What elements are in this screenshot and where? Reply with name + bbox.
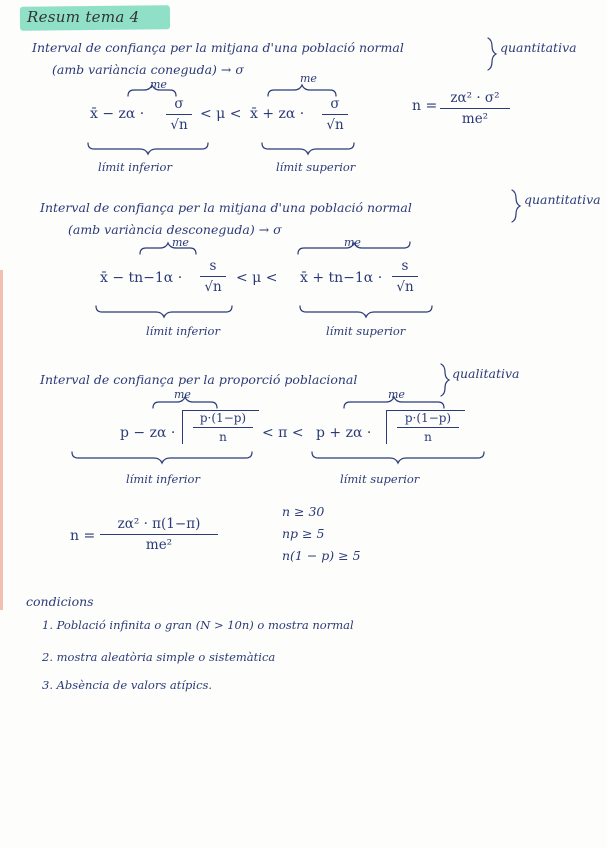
section2-me-right: me — [344, 236, 361, 249]
frac-bar — [193, 427, 253, 428]
section2-upper-frac — [392, 258, 418, 295]
section3-upper-sqrt — [386, 410, 465, 444]
frac-bar — [200, 276, 226, 277]
section1-upper-expr: x̄ + zα · — [250, 106, 305, 122]
section2-upper-expr: x̄ + tn−1α · — [300, 270, 383, 286]
section3-heading: Interval de confiança per la proporció poblacional — [40, 372, 358, 387]
section1-n-frac — [440, 90, 510, 127]
conditions-heading: condicions — [26, 594, 94, 609]
frac-bar — [392, 276, 418, 277]
section2-label-upper: límit superior — [326, 324, 406, 338]
conditions-item-1: 1. Població infinita o gran (N > 10n) o mostra normal — [42, 618, 354, 632]
section3-condition-3: n(1 − p) ≥ 5 — [282, 548, 361, 563]
section3-type: qualitativa — [452, 366, 520, 381]
sqrt-numerator: p·(1−p) — [199, 411, 247, 425]
section3-condition-1: n ≥ 30 — [282, 504, 325, 519]
section2-heading: Interval de confiança per la mitjana d'una població normal — [40, 200, 412, 215]
frac-numerator: σ — [174, 96, 184, 112]
section2-me-left: me — [172, 236, 189, 249]
conditions-item-2: 2. mostra aleatòria simple o sistemàtica — [42, 650, 276, 664]
section3-n-frac — [100, 516, 218, 553]
frac-numerator: s — [209, 258, 217, 274]
section1-middle: < μ < — [200, 106, 242, 122]
frac-bar — [100, 534, 218, 535]
section3-me-left: me — [174, 388, 191, 401]
section2-lower-expr: x̄ − tn−1α · — [100, 270, 183, 286]
section2-subheading: (amb variància desconeguda) → σ — [68, 222, 282, 237]
frac-bar — [166, 114, 192, 115]
section1-lower-frac — [166, 96, 192, 133]
frac-numerator: zα² · π(1−π) — [117, 516, 201, 532]
section1-n-lhs: n = — [412, 98, 438, 114]
section1-me-right: me — [300, 72, 317, 85]
section3-label-lower: límit inferior — [126, 472, 200, 486]
section1-subheading: (amb variància coneguda) → σ — [52, 62, 244, 77]
sqrt-denominator: n — [424, 430, 432, 444]
frac-denominator: √n — [204, 279, 222, 295]
section1-label-lower: límit inferior — [98, 160, 172, 174]
section1-heading: Interval de confiança per la mitjana d'una població normal — [32, 40, 404, 55]
section1-upper-frac — [322, 96, 348, 133]
section2-label-lower: límit inferior — [146, 324, 220, 338]
section3-me-right: me — [388, 388, 405, 401]
frac-numerator: s — [401, 258, 409, 274]
section2-middle: < μ < — [236, 270, 278, 286]
sqrt-numerator: p·(1−p) — [404, 411, 452, 425]
section2-type: quantitativa — [524, 192, 601, 207]
frac-denominator: √n — [396, 279, 414, 295]
section3-label-upper: límit superior — [340, 472, 420, 486]
frac-bar — [322, 114, 348, 115]
frac-bar — [440, 108, 510, 109]
section3-lower-sqrt — [182, 410, 259, 444]
frac-bar — [397, 427, 459, 428]
frac-numerator: σ — [330, 96, 340, 112]
section3-condition-2: np ≥ 5 — [282, 526, 325, 541]
frac-denominator: √n — [326, 117, 344, 133]
section3-middle: < π < — [262, 425, 304, 441]
section3-n-lhs: n = — [70, 528, 96, 544]
section2-lower-frac — [200, 258, 226, 295]
section3-upper-expr: p + zα · — [316, 425, 372, 441]
frac-denominator: me² — [461, 111, 489, 127]
frac-numerator: zα² · σ² — [450, 90, 500, 106]
section1-type: quantitativa — [500, 40, 577, 55]
section1-me-left: me — [150, 78, 167, 91]
conditions-item-3: 3. Absència de valors atípics. — [42, 678, 213, 692]
sqrt-denominator: n — [219, 430, 227, 444]
frac-denominator: me² — [145, 537, 173, 553]
section1-lower-expr: x̄ − zα · — [90, 106, 145, 122]
section1-label-upper: límit superior — [276, 160, 356, 174]
frac-denominator: √n — [170, 117, 188, 133]
page-title: Resum tema 4 — [27, 8, 140, 26]
section3-lower-expr: p − zα · — [120, 425, 176, 441]
